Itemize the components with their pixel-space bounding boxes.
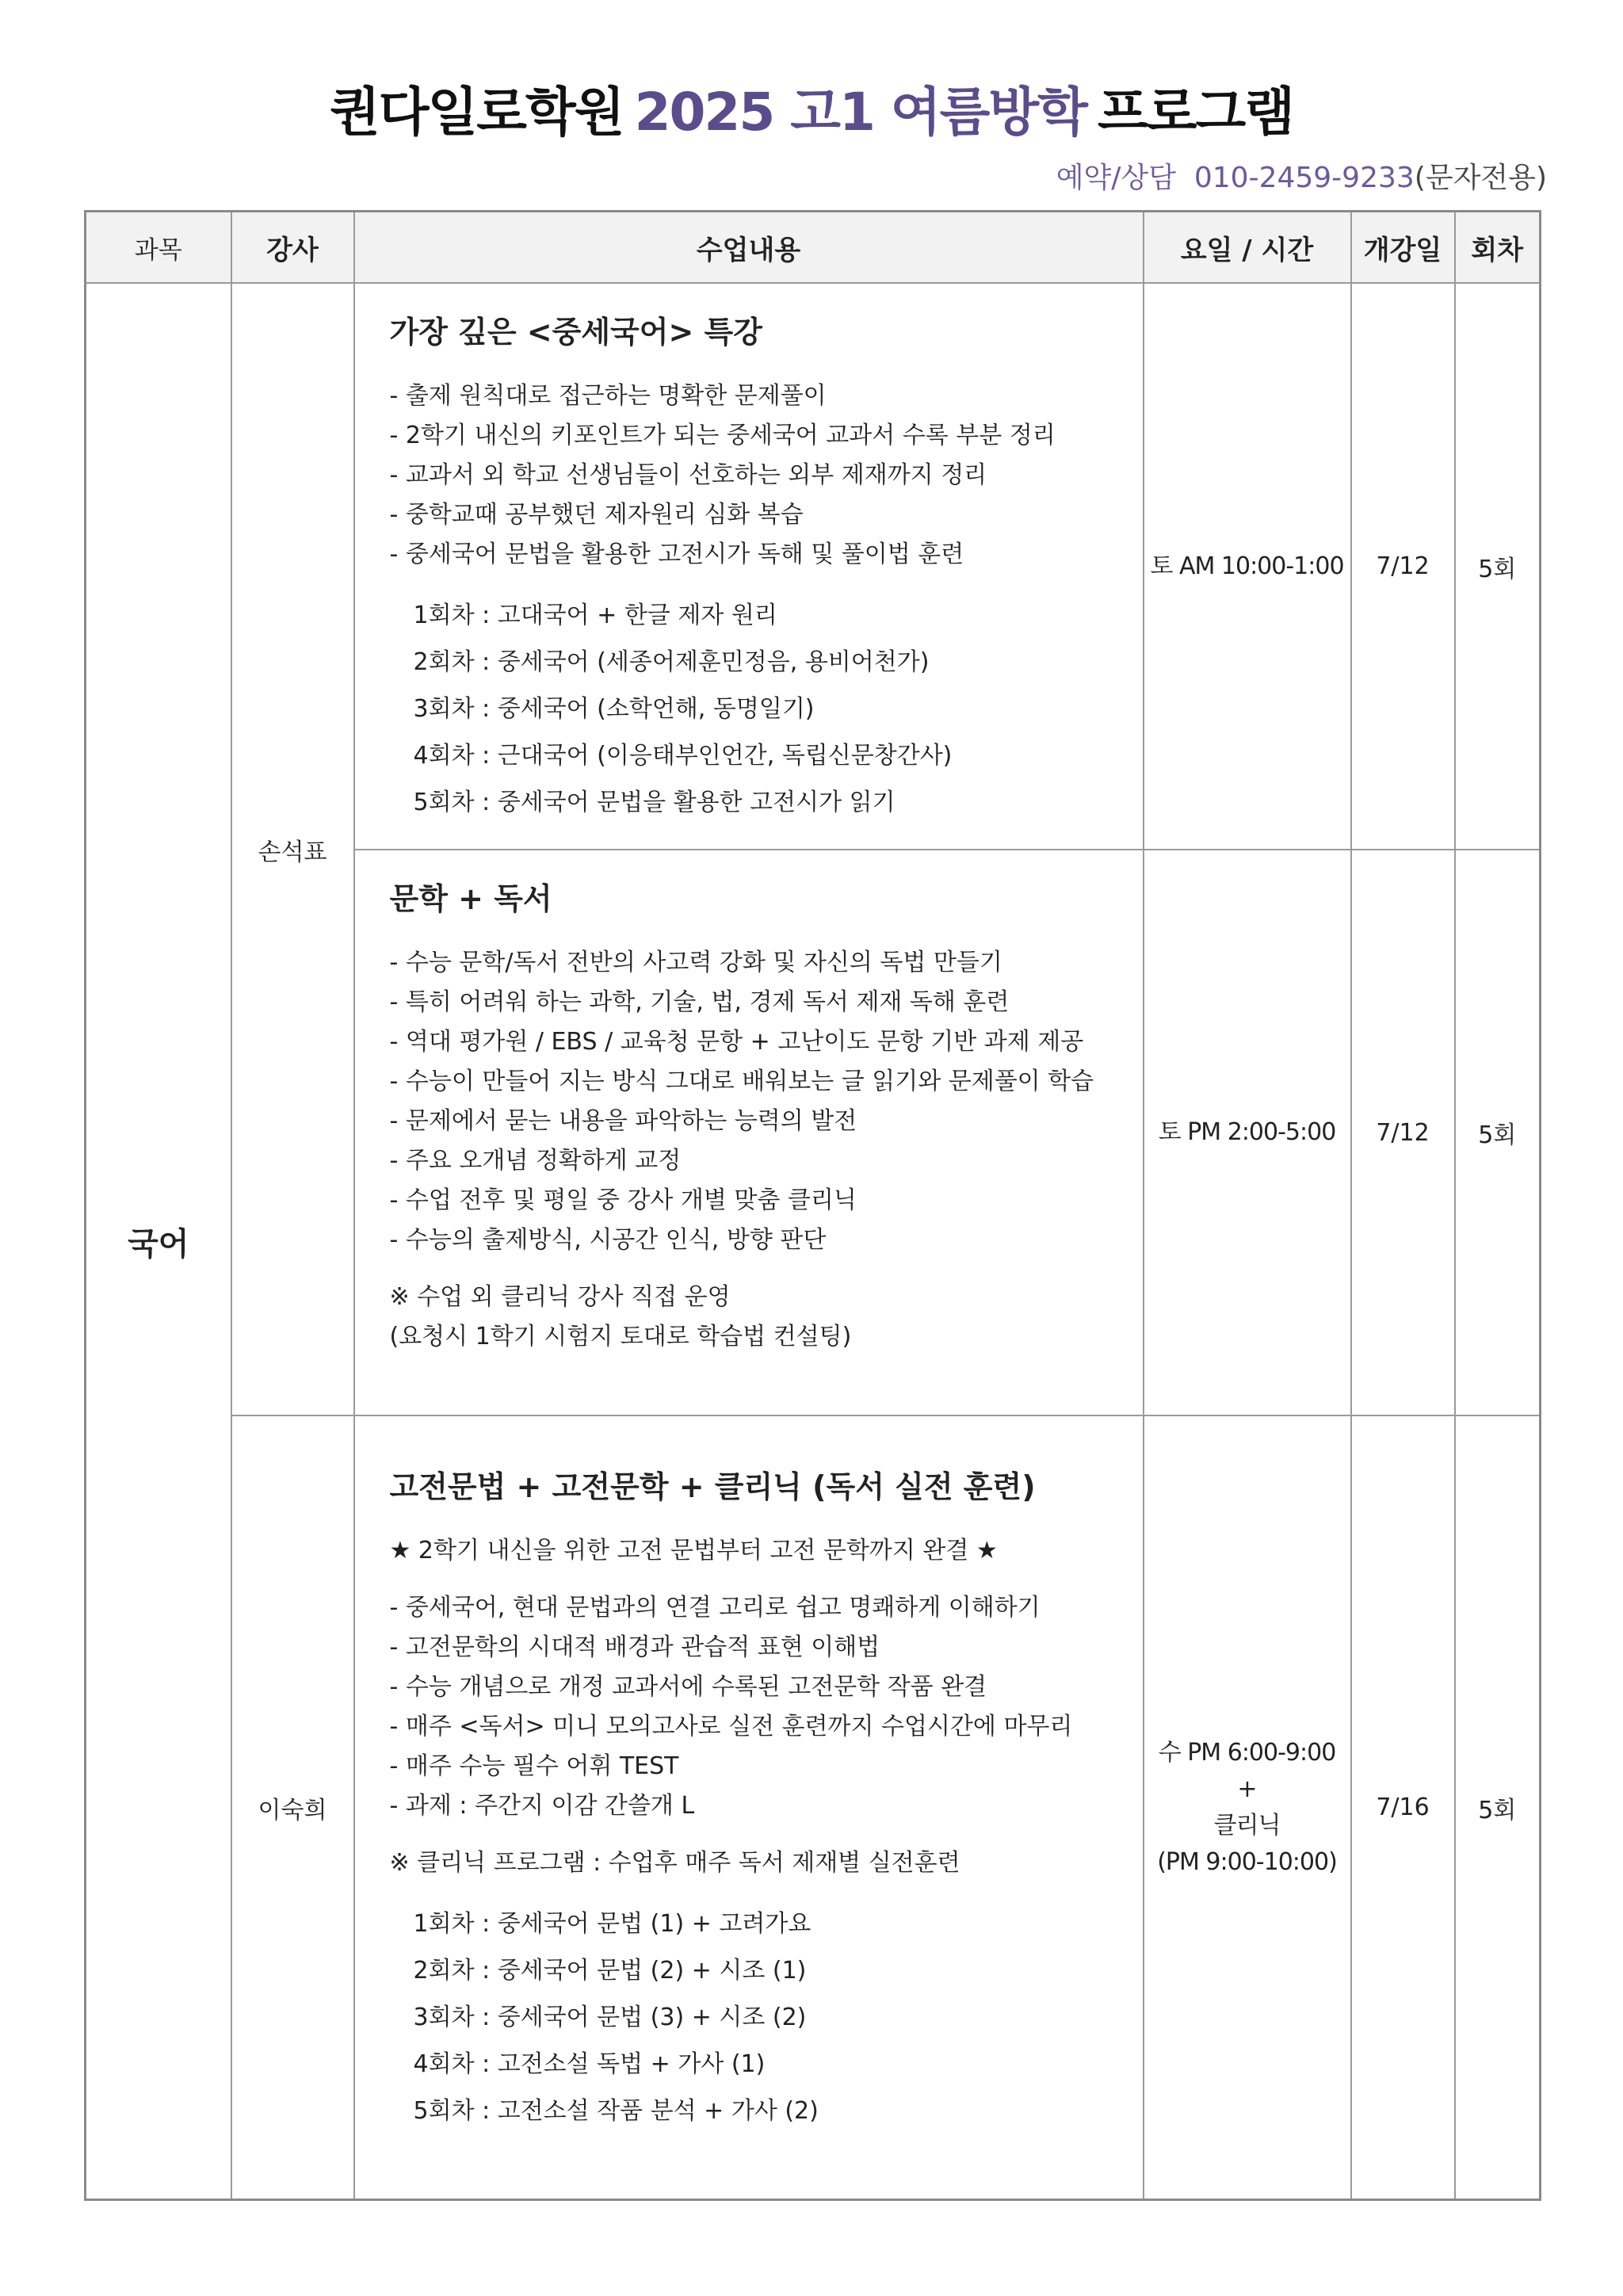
- session-item: 1회차 : 중세국어 문법 (1) + 고려가요: [413, 1910, 812, 1938]
- course-bullet: - 출제 원칙대로 접근하는 명확한 문제풀이: [389, 382, 827, 410]
- course-time: 토 AM 10:00-1:00: [1144, 283, 1351, 850]
- contact-phone: 010-2459-9233: [1193, 162, 1415, 194]
- course-session-count: 5회: [1455, 850, 1541, 1415]
- course-start-date: 7/12: [1351, 850, 1455, 1415]
- course-bullet: - 수업 전후 및 평일 중 강사 개별 맞춤 클리닉: [389, 1186, 857, 1214]
- course-time: 토 PM 2:00-5:00: [1144, 850, 1351, 1415]
- course-note: (요청시 1학기 시험지 토대로 학습법 컨설팅): [389, 1323, 852, 1350]
- course-highlight: ★ 2학기 내신을 위한 고전 문법부터 고전 문학까지 완결 ★: [389, 1537, 998, 1564]
- contact-info: [1056, 155, 1547, 196]
- course-bullet: - 매주 <독서> 미니 모의고사로 실전 훈련까지 수업시간에 마무리: [389, 1713, 1073, 1740]
- course-bullet: - 매주 수능 필수 어휘 TEST: [389, 1752, 679, 1780]
- header-start-date: 개강일: [1351, 212, 1455, 284]
- course-bullet: - 수능의 출제방식, 시공간 인식, 방향 판단: [389, 1226, 827, 1254]
- page-title: [0, 70, 1623, 145]
- course-bullet: - 수능 개념으로 개정 교과서에 수록된 고전문학 작품 완결: [389, 1673, 987, 1701]
- table-header-row: [86, 212, 1541, 284]
- session-item: 3회차 : 중세국어 문법 (3) + 시조 (2): [413, 2004, 807, 2031]
- course-content: [354, 1415, 1144, 2200]
- course-bullet: - 교과서 외 학교 선생님들이 선호하는 외부 제재까지 정리: [389, 461, 987, 489]
- course-bullet: - 2학기 내신의 키포인트가 되는 중세국어 교과서 수록 부분 정리: [389, 422, 1056, 449]
- program-name: 2025 고1 여름방학: [634, 82, 1086, 143]
- course-bullet: - 중세국어, 현대 문법과의 연결 고리로 쉽고 명쾌하게 이해하기: [389, 1594, 1041, 1622]
- course-content: [354, 850, 1144, 1415]
- session-item: 2회차 : 중세국어 문법 (2) + 시조 (1): [413, 1957, 807, 1985]
- course-bullet: - 고전문학의 시대적 배경과 관습적 표현 이해법: [389, 1633, 880, 1661]
- header-subject: 과목: [86, 212, 231, 284]
- course-bullet: - 주요 오개념 정확하게 교정: [389, 1147, 682, 1175]
- teacher-cell: 이숙희: [231, 1415, 354, 2200]
- course-note: ※ 클리닉 프로그램 : 수업후 매주 독서 제재별 실전훈련: [389, 1849, 960, 1877]
- header-session-count: 회차: [1455, 212, 1541, 284]
- course-start-date: 7/16: [1351, 1415, 1455, 2200]
- course-note: ※ 수업 외 클리닉 강사 직접 운영: [389, 1283, 731, 1311]
- header-time: 요일 / 시간: [1144, 212, 1351, 284]
- course-bullet: - 수능이 만들어 지는 방식 그대로 배워보는 글 읽기와 문제풀이 학습: [389, 1068, 1094, 1095]
- session-item: 4회차 : 고전소설 독법 + 가사 (1): [413, 2050, 766, 2078]
- table-row: [86, 283, 1541, 850]
- teacher-cell: 손석표: [231, 283, 354, 1415]
- program-suffix: 프로그램: [1097, 82, 1293, 143]
- session-item: 5회차 : 중세국어 문법을 활용한 고전시가 읽기: [413, 789, 896, 816]
- header-content: 수업내용: [354, 212, 1144, 284]
- course-session-count: 5회: [1455, 1415, 1541, 2200]
- course-bullet: - 특히 어려워 하는 과학, 기술, 법, 경제 독서 제재 독해 훈련: [389, 988, 1010, 1016]
- table-row: [86, 1415, 1541, 2200]
- course-title: 고전문법 + 고전문학 + 클리닉 (독서 실전 훈련): [389, 1469, 1036, 1504]
- course-bullet: - 과제 : 주간지 이감 간쓸개 L: [389, 1792, 695, 1820]
- schedule-table: [84, 210, 1541, 2201]
- header-teacher: 강사: [231, 212, 354, 284]
- course-time: [1144, 1415, 1351, 2200]
- course-bullet: - 역대 평가원 / EBS / 교육청 문항 + 고난이도 문항 기반 과제 제공: [389, 1028, 1084, 1056]
- course-bullet: - 중세국어 문법을 활용한 고전시가 독해 및 풀이법 훈련: [389, 541, 964, 568]
- time-main: 수 PM 6:00-9:00: [1158, 1738, 1336, 1767]
- session-item: 4회차 : 근대국어 (이응태부인언간, 독립신문창간사): [413, 742, 953, 770]
- course-title: 가장 깊은 <중세국어> 특강: [389, 315, 762, 350]
- time-clinic: (PM 9:00-10:00): [1157, 1847, 1337, 1876]
- course-bullet: - 수능 문학/독서 전반의 사고력 강화 및 자신의 독법 만들기: [389, 949, 1002, 976]
- course-content: [354, 283, 1144, 850]
- course-bullet: - 문제에서 묻는 내용을 파악하는 능력의 발전: [389, 1107, 857, 1135]
- course-bullet: - 중학교때 공부했던 제자원리 심화 복습: [389, 501, 804, 529]
- course-title: 문학 + 독서: [389, 881, 552, 916]
- time-plus: +: [1237, 1775, 1257, 1803]
- session-item: 1회차 : 고대국어 + 한글 제자 원리: [413, 602, 777, 629]
- contact-note: (문자전용): [1414, 162, 1547, 194]
- session-item: 3회차 : 중세국어 (소학언해, 동명일기): [413, 695, 815, 723]
- time-clinic-label: 클리닉: [1213, 1811, 1281, 1839]
- contact-label: 예약/상담: [1056, 162, 1176, 194]
- course-start-date: 7/12: [1351, 283, 1455, 850]
- academy-name: 퀀다일로학원: [330, 82, 624, 143]
- session-item: 2회차 : 중세국어 (세종어제훈민정음, 용비어천가): [413, 648, 930, 676]
- session-item: 5회차 : 고전소설 작품 분석 + 가사 (2): [413, 2097, 819, 2125]
- subject-cell: 국어: [86, 283, 231, 2200]
- course-session-count: 5회: [1455, 283, 1541, 850]
